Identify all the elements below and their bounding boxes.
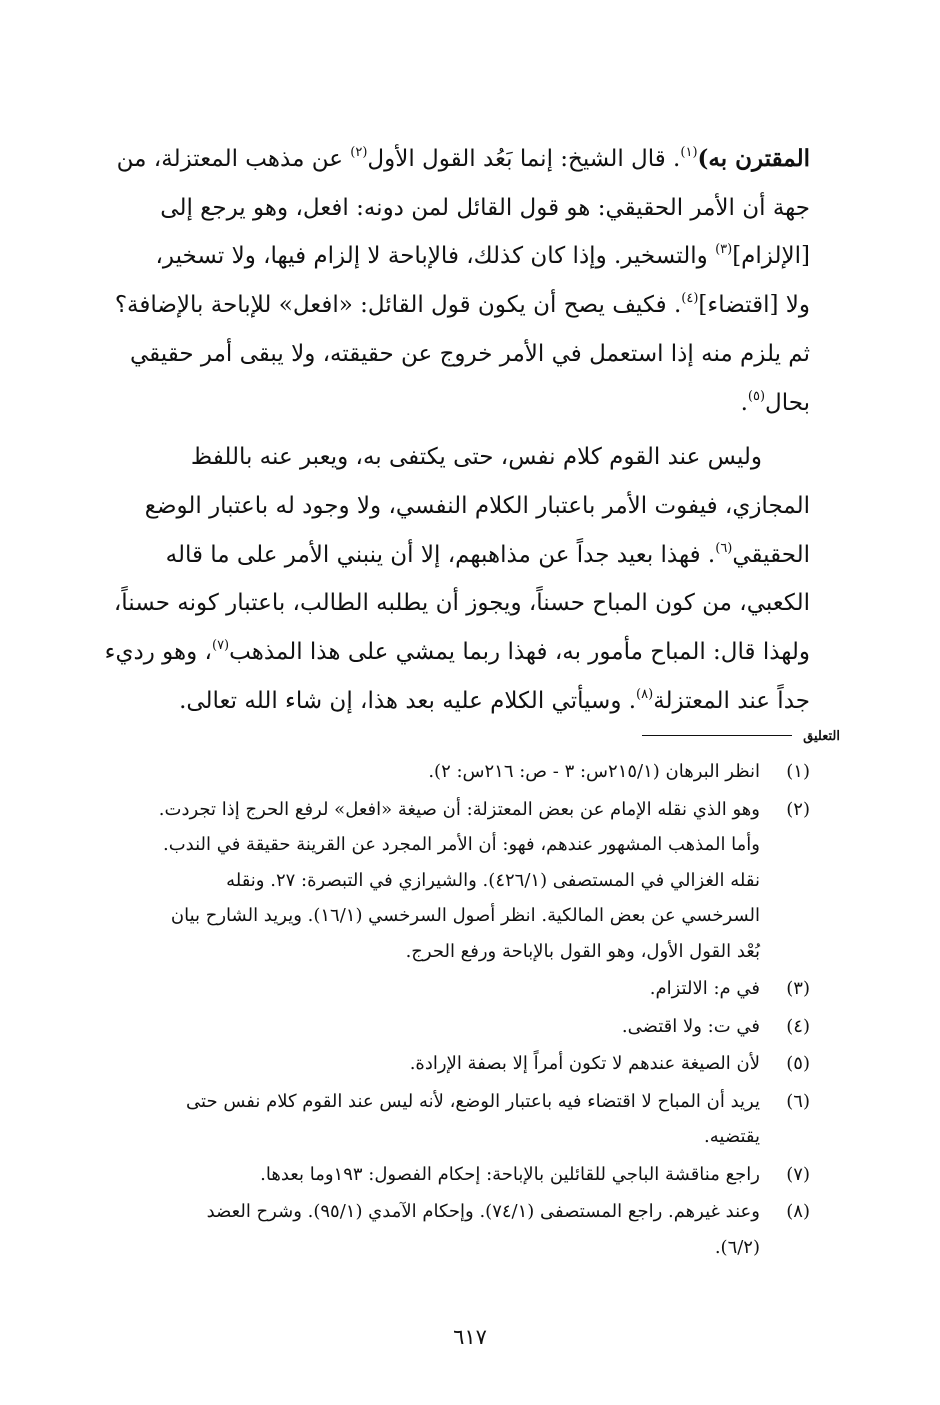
text-line: الكعبي، من كون المباح حسناً، ويجوز أن يطلبه الطالب، باعتبار كونه حسناً، (113, 590, 810, 617)
footnote-6 (100, 1084, 810, 1155)
footnote-text: يريد أن المباح لا اقتضاء فيه باعتبار الوضع، لأنه ليس عند القوم كلام نفس حتى (186, 1090, 760, 1112)
footnote-5 (100, 1046, 810, 1082)
footnote-text: وأما المذهب المشهور عندهم، فهو: أن الأمر المجرد عن القرينة حقيقة في الندب. (162, 834, 760, 855)
footnote-ref[interactable]: (٨) (636, 686, 654, 702)
footnote-text: في م: الالتزام. (649, 978, 760, 999)
page-number: ٦١٧ (453, 1325, 487, 1349)
paragraph-1 (100, 135, 810, 427)
footnote-number: (٦) (786, 1090, 810, 1112)
footnote-ref[interactable]: (٧) (211, 638, 230, 654)
footnote-8 (100, 1194, 810, 1265)
footnote-ref[interactable]: (٦) (715, 540, 733, 556)
footnote-number: (٧) (786, 1163, 810, 1185)
footnote-4 (100, 1009, 810, 1045)
footnote-number: (١) (786, 761, 810, 782)
footnote-separator (100, 727, 840, 747)
text-line: المجازي، فيفوت الأمر باعتبار الكلام النفسي، ولا وجود له باعتبار الوضع (144, 492, 810, 519)
text-line: ثم يلزم منه إذا استعمل في الأمر خروج عن حقيقته، ولا يبقى أمر حقيقي (130, 340, 810, 367)
footnote-text: لأن الصيغة عندهم لا تكون أمراً إلا بصفة الإرادة. (409, 1053, 760, 1074)
footnote-text: انظر البرهان (٢١٥/١س: ٣ - ص: ٢١٦س: ٢). (428, 761, 760, 782)
footnote-number: (٨) (786, 1201, 810, 1222)
separator-line (642, 735, 792, 736)
footnote-1 (100, 754, 810, 790)
text-line: المقترن به)$^{(١)}$. قال الشيخ: إنما بَعُد القول الأول$^{(٢)}$ عن مذهب المعتزلة، من (116, 145, 810, 172)
footnote-2 (100, 792, 810, 970)
main-text (100, 135, 810, 725)
footnote-ref[interactable]: (٥) (747, 388, 766, 404)
text-line: ولهذا قال: المباح مأمور به، فهذا ربما يمشي على هذا المذهب$^{(٧)}$، وهو رديء (104, 638, 810, 666)
paragraph-2 (100, 433, 810, 725)
footnote-ref[interactable]: (٢) (350, 145, 368, 160)
footnotes-list (100, 754, 810, 1267)
footnote-text: بُعْد القول الأول، وهو القول بالإباحة ورفع الحرج. (405, 940, 760, 962)
footnote-text: راجع مناقشة الباجي للقائلين بالإباحة: إحكام الفصول: ١٩٣وما بعدها. (260, 1163, 760, 1185)
footnote-ref[interactable]: (٣) (715, 242, 733, 258)
footnote-text: في ت: ولا اقتضى. (621, 1015, 760, 1037)
footnote-3 (100, 971, 810, 1007)
footnote-7 (100, 1157, 810, 1193)
text-line: جداً عند المعتزلة$^{(٨)}$. وسيأتي الكلام عليه بعد هذا، إن شاء الله تعالى. (179, 686, 810, 714)
text-line: [الإلزام]$^{(٣)}$ والتسخير. وإذا كان كذلك، فالإباحة لا إلزام فيها، ولا تسخير، (155, 242, 810, 270)
footnote-ref[interactable]: (٤) (681, 291, 699, 307)
separator-label: التعليق (803, 729, 840, 744)
footnote-ref[interactable]: (١) (680, 145, 698, 160)
footnote-text: وهو الذي نقله الإمام عن بعض المعتزلة: أن صيغة «افعل» لرفع الحرج إذا تجردت. (158, 798, 760, 820)
text-line: جهة أن الأمر الحقيقي: هو قول القائل لمن دونه: افعل، وهو يرجع إلى (160, 194, 810, 221)
footnote-number: (٣) (786, 978, 810, 999)
footnote-text: (٦/٢). (714, 1236, 760, 1258)
footnote-number: (٢) (786, 798, 810, 820)
text-line: وليس عند القوم كلام نفس، حتى يكتفى به، ويعبر عنه باللفظ (190, 444, 762, 471)
footnote-text: وعند غيرهم. راجع المستصفى (٧٤/١). وإحكام الآمدي (٩٥/١). وشرح العضد (206, 1201, 760, 1222)
footnote-number: (٥) (786, 1053, 810, 1074)
footnote-text: يقتضيه. (704, 1126, 760, 1147)
text-line: بحال$^{(٥)}$. (740, 388, 810, 416)
text-line: ولا [اقتضاء]$^{(٤)}$. فكيف يصح أن يكون قول القائل: «افعل» للإباحة بالإضافة؟ (114, 291, 810, 319)
footnote-text: السرخسي عن بعض المالكية. انظر أصول السرخسي (١٦/١). ويريد الشارح بيان (170, 905, 760, 926)
text-line: الحقيقي$^{(٦)}$. فهذا بعيد جداً عن مذاهبهم، إلا أن ينبني الأمر على ما قاله (165, 540, 810, 568)
quoted-phrase: المقترن به) (697, 145, 810, 172)
footnote-text: نقله الغزالي في المستصفى (٤٢٦/١). والشيرازي في التبصرة: ٢٧. ونقله (226, 869, 760, 891)
footnote-number: (٤) (786, 1015, 810, 1037)
